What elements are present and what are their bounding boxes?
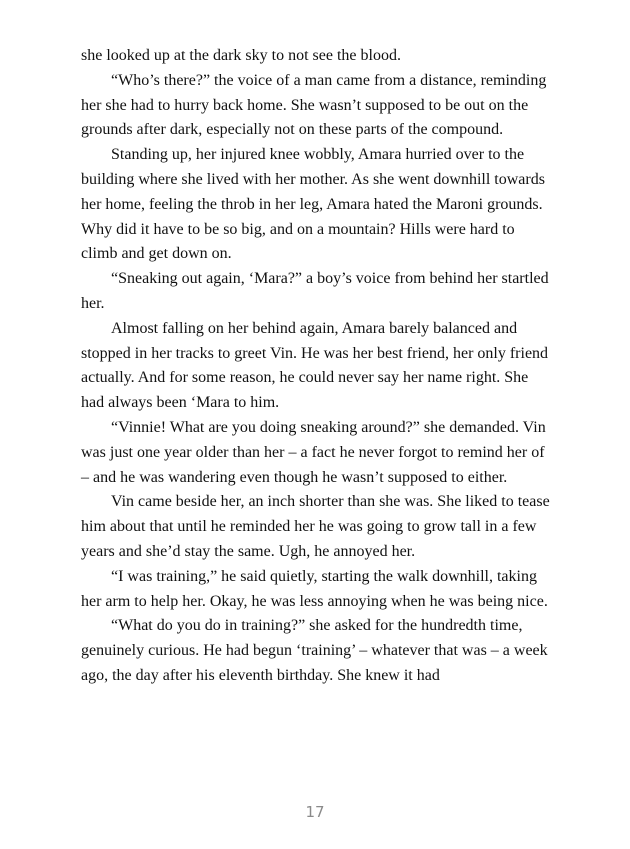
paragraph-5: Almost falling on her behind again, Amara barely balanced and stopped in her tracks to greet Vin. He was her best friend, her only friend actually. And for some reason, he could never say her name right. She had always been ‘Mara to him.	[81, 319, 549, 412]
paragraph-9: “What do you do in training?” she asked for the hundredth time, genuinely curious. He had begun ‘training’ – whatever that was – a week ago, the day after his eleventh birthday. She knew it had	[81, 617, 548, 684]
paragraph-7: Vin came beside her, an inch shorter than she was. She liked to tease him about that until he reminded her he was going to grow tall in a few years and she’d stay the same. Ugh, he annoyed her.	[81, 493, 550, 560]
page-number: 17	[305, 803, 325, 821]
paragraph-2: “Who’s there?” the voice of a man came from a distance, reminding her she had to hurry back home. She wasn’t supposed to be out on the grounds after dark, especially not on these parts of the compound.	[81, 71, 547, 139]
paragraph-3: Standing up, her injured knee wobbly, Amara hurried over to the building where she lived with her mother. As she went downhill towards her home, feeling the throb in her leg, Amara hated the Maroni grounds. Why did it have to be so big, and on a mountain? Hills were hard to climb and get down on.	[81, 146, 545, 263]
paragraph-6: “Vinnie! What are you doing sneaking around?” she demanded. Vin was just one year older than her – a fact he never forgot to remind her of – and he was wandering even though he wasn’t supposed to either.	[81, 418, 546, 486]
paragraph-1: she looked up at the dark sky to not see the blood.	[81, 47, 401, 64]
paragraph-4: “Sneaking out again, ‘Mara?” a boy’s voice from behind her startled her.	[81, 270, 549, 312]
paragraph-8: “I was training,” he said quietly, starting the walk downhill, taking her arm to help her. Okay, he was less annoying when he was being nice.	[81, 567, 548, 610]
page-body	[81, 44, 553, 689]
